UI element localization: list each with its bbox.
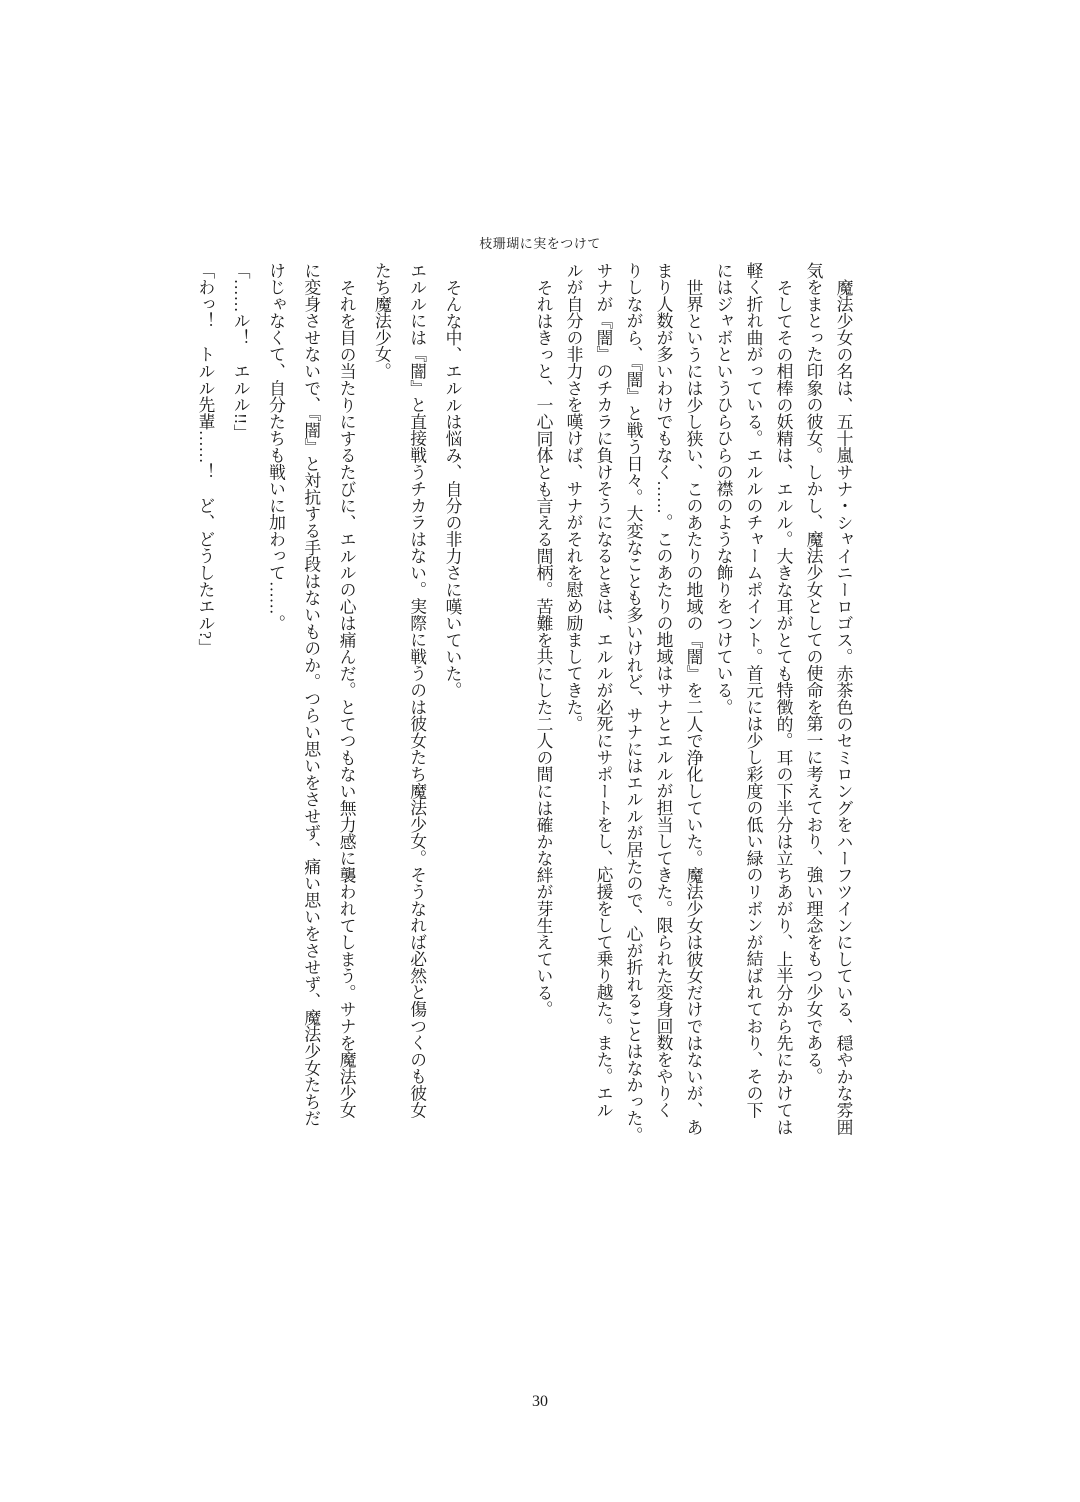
running-head-title: 枝珊瑚に実をつけて [479, 236, 601, 251]
text-line: けじゃなくて、自分たちも戦いに加わって……。 [266, 262, 286, 632]
text-line: りしながら、『闇』と戦う日々。大変なことも多いけれど、サナにはエルルが居たので、心が折れることはなかった。 [624, 262, 643, 1144]
text-line: たち魔法少女。 [372, 262, 392, 380]
page-number: 30 [532, 1393, 548, 1410]
text-line: にはジャボというひらひらの襟のような飾りをつけている。 [714, 262, 733, 716]
text-line: それを目の当たりにするたびに、エルルの心は痛んだ。とてつもない無力感に襲われてしまう。サナを魔法少女 [337, 278, 357, 1119]
text-line: それはきっと、一心同体とも言える間柄。苦難を共にした二人の間には確かな絆が芽生えている。 [534, 278, 553, 1018]
text-line: サナが『闇』のチカラに負けそうになるときは、エルルが必死にサポートをし、応援をして乗り越た。また。エル [594, 262, 613, 1119]
text-line: 軽く折れ曲がっている。エルルのチャームポイント。首元には少し彩度の低い緑のリボンが結ばれており、その下 [744, 262, 763, 1119]
text-line: まり人数が多いわけでもなく……。このあたりの地域はサナとエルルが担当してきた。限られた変身回数をやりく [654, 262, 673, 1119]
text-line: エルルには『闇』と直接戦うチカラはない。実際に戦うのは彼女たち魔法少女。そうなれば必然と傷つくのも彼女 [407, 262, 427, 1119]
text-line: ルが自分の非力さを嘆けば、サナがそれを慰め励ましてきた。 [564, 262, 583, 733]
text-line: 魔法少女の名は、五十嵐サナ・シャイニーロゴス。赤茶色のセミロングをハーフツインにしている、穏やかな雰囲 [834, 278, 853, 1136]
text-line: 気をまとった印象の彼女。しかし、魔法少女としての使命を第一に考えており、強い理念をもつ少女である。 [804, 262, 823, 1085]
text-line: そしてその相棒の妖精は、エルル。大きな耳がとても特徴的。耳の下半分は立ちあがり、上半分から先にかけては [774, 278, 793, 1136]
text-line: 「わっ！ トルル先輩……！ ど、どうしたエル?」 [195, 262, 215, 656]
text-line: そんな中、エルルは悩み、自分の非力さに嘆いていた。 [443, 278, 462, 699]
text-line: に変身させないで、『闇』と対抗する手段はないものか。つらい思いをさせず、痛い思いをさせず、魔法少女たちだ [301, 262, 321, 1127]
text-line: 「……ル！ エルル!!」 [231, 262, 251, 442]
text-line: 世界というには少し狭い、このあたりの地域の『闇』を二人で浄化していた。魔法少女は彼女だけではないが、あ [684, 278, 703, 1136]
